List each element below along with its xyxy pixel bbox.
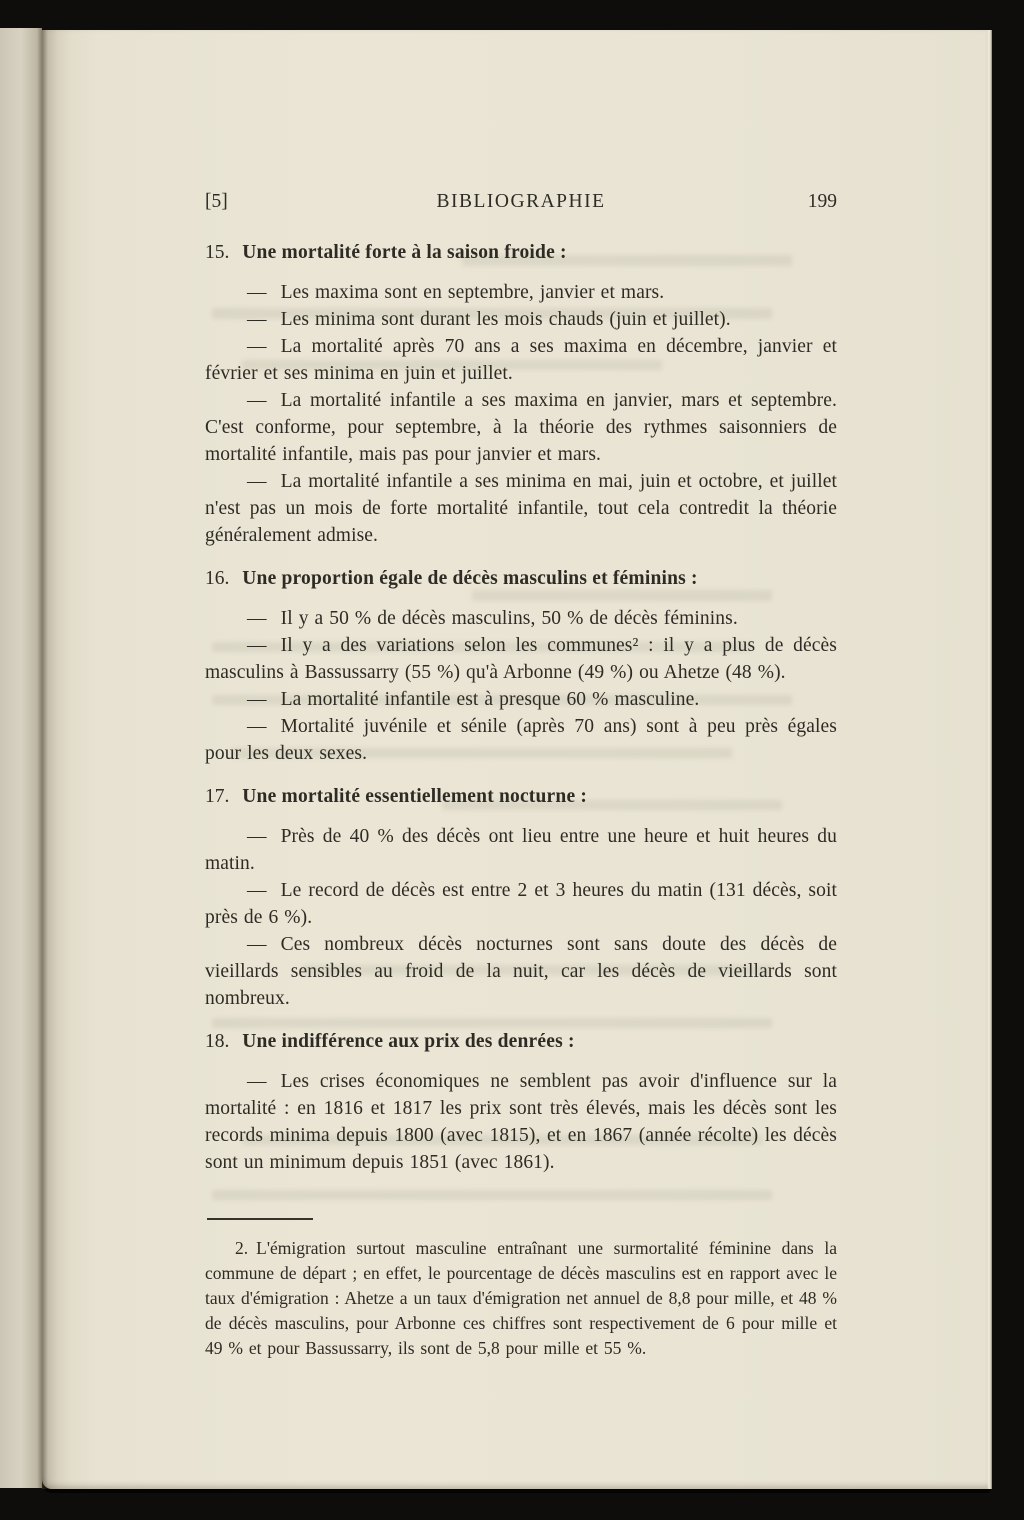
section-heading bbox=[205, 1028, 837, 1055]
list-item bbox=[205, 686, 837, 713]
item-dash-marker: — bbox=[247, 471, 267, 492]
footnote bbox=[205, 1236, 837, 1361]
list-item-text: Ces nombreux décès nocturnes sont sans doute des décès de vieillards sensibles au froid de la nuit, car les décès de vieillards sont nombreux. bbox=[205, 934, 837, 1009]
list-item-text: Le record de décès est entre 2 et 3 heures du matin (131 décès, soit près de 6 %). bbox=[205, 880, 837, 928]
section-heading bbox=[205, 783, 837, 810]
adjacent-page-edge bbox=[0, 28, 42, 1488]
header-title: BIBLIOGRAPHIE bbox=[436, 191, 606, 212]
book-page bbox=[42, 30, 991, 1489]
item-dash-marker: — bbox=[247, 826, 267, 847]
section-number: 18. bbox=[205, 1031, 235, 1052]
item-dash-marker: — bbox=[247, 390, 267, 411]
section-items bbox=[205, 1068, 837, 1176]
list-item bbox=[205, 279, 837, 306]
page-number: 199 bbox=[807, 191, 837, 212]
sections-list bbox=[205, 239, 837, 1176]
list-item-text: Les crises économiques ne semblent pas avoir d'influence sur la mortalité : en 1816 et 1817 les prix sont très élevés, mais les décès sont les records minima depuis 1800 (avec 1815), et en 1867 (année récolte) les décès sont un minimum depuis 1851 (avec 1861). bbox=[205, 1071, 837, 1173]
footnote-number: 2. bbox=[235, 1238, 249, 1258]
section-items bbox=[205, 605, 837, 767]
list-item bbox=[205, 823, 837, 877]
item-dash-marker: — bbox=[247, 934, 267, 955]
list-item bbox=[205, 632, 837, 686]
running-header bbox=[205, 188, 837, 215]
list-item bbox=[205, 333, 837, 387]
item-dash-marker: — bbox=[247, 282, 267, 303]
bibliography-section bbox=[205, 783, 837, 1012]
section-heading bbox=[205, 565, 837, 592]
item-dash-marker: — bbox=[247, 309, 267, 330]
footnote-text: L'émigration surtout masculine entraînant une surmortalité féminine dans la commune de départ ; en effet, le pourcentage de décès masculins est en rapport avec le taux d'émigration : Ahetze a un taux d'émigration net annuel de 8,8 pour mille, et 48 % de décès masculins, pour Arbonne ces chiffres sont respectivement de 6 pour mille et 49 % et pour Bassussarry, ils sont de 5,8 pour mille et 55 %. bbox=[205, 1238, 837, 1358]
section-title: Une indifférence aux prix des denrées : bbox=[242, 1031, 575, 1052]
bibliography-section bbox=[205, 565, 837, 767]
list-item bbox=[205, 877, 837, 931]
section-title: Une mortalité forte à la saison froide : bbox=[242, 242, 567, 263]
page-content bbox=[205, 188, 837, 1361]
list-item-text: Il y a 50 % de décès masculins, 50 % de décès féminins. bbox=[280, 608, 738, 629]
bibliography-section bbox=[205, 239, 837, 549]
header-section-ref: [5] bbox=[205, 191, 228, 212]
section-number: 17. bbox=[205, 786, 235, 807]
section-items bbox=[205, 279, 837, 549]
item-dash-marker: — bbox=[247, 880, 267, 901]
list-item-text: Il y a des variations selon les communes² : il y a plus de décès masculins à Bassussarry (55 %) qu'à Arbonne (49 %) ou Ahetze (48 %). bbox=[205, 635, 837, 683]
list-item-text: La mortalité infantile a ses minima en mai, juin et octobre, et juillet n'est pas un mois de forte mortalité infantile, tout cela contredit la théorie généralement admise. bbox=[205, 471, 837, 546]
section-heading bbox=[205, 239, 837, 266]
list-item-text: Mortalité juvénile et sénile (après 70 ans) sont à peu près égales pour les deux sexes. bbox=[205, 716, 837, 764]
list-item bbox=[205, 1068, 837, 1176]
list-item-text: Près de 40 % des décès ont lieu entre une heure et huit heures du matin. bbox=[205, 826, 837, 874]
footnote-separator-rule bbox=[207, 1218, 313, 1220]
footnote-block bbox=[205, 1218, 837, 1361]
list-item bbox=[205, 468, 837, 549]
list-item bbox=[205, 931, 837, 1012]
list-item-text: La mortalité après 70 ans a ses maxima en décembre, janvier et février et ses minima en juin et juillet. bbox=[205, 336, 837, 384]
list-item-text: La mortalité infantile a ses maxima en janvier, mars et septembre. C'est conforme, pour septembre, à la théorie des rythmes saisonniers de mortalité infantile, mais pas pour janvier et mars. bbox=[205, 390, 837, 465]
section-number: 15. bbox=[205, 242, 235, 263]
section-items bbox=[205, 823, 837, 1012]
list-item-text: La mortalité infantile est à presque 60 % masculine. bbox=[280, 689, 700, 710]
section-title: Une proportion égale de décès masculins et féminins : bbox=[242, 568, 698, 589]
section-title: Une mortalité essentiellement nocturne : bbox=[242, 786, 588, 807]
list-item-text: Les maxima sont en septembre, janvier et mars. bbox=[280, 282, 665, 303]
list-item bbox=[205, 713, 837, 767]
item-dash-marker: — bbox=[247, 1071, 267, 1092]
list-item bbox=[205, 605, 837, 632]
item-dash-marker: — bbox=[247, 635, 267, 656]
item-dash-marker: — bbox=[247, 716, 267, 737]
item-dash-marker: — bbox=[247, 336, 267, 357]
bibliography-section bbox=[205, 1028, 837, 1176]
list-item-text: Les minima sont durant les mois chauds (juin et juillet). bbox=[280, 309, 731, 330]
section-number: 16. bbox=[205, 568, 235, 589]
list-item bbox=[205, 387, 837, 468]
item-dash-marker: — bbox=[247, 608, 267, 629]
item-dash-marker: — bbox=[247, 689, 267, 710]
list-item bbox=[205, 306, 837, 333]
